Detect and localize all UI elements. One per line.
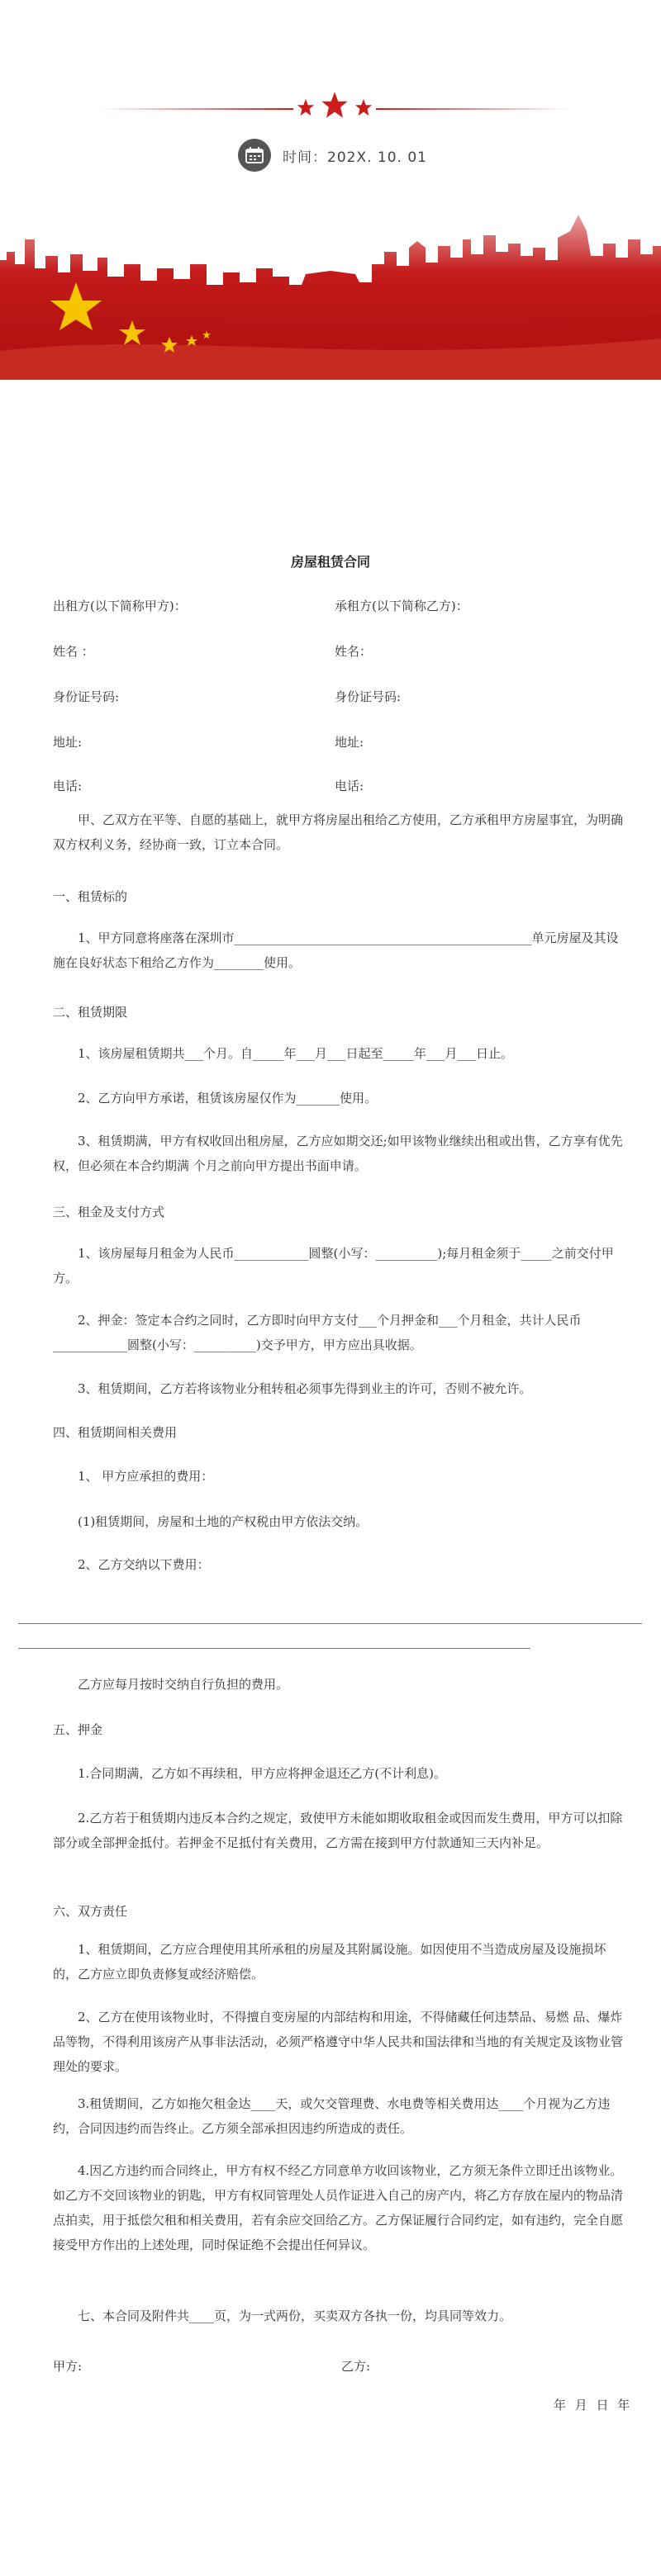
section-5-p1: 1.合同期满，乙方如不再续租，甲方应将押金退还乙方(不计利息)。 xyxy=(78,1766,447,1781)
calendar-icon xyxy=(238,139,271,172)
skyline-banner xyxy=(0,206,661,380)
section-4-title: 四、租赁期间相关费用 xyxy=(53,1425,178,1440)
date-label: 时间：202X. 10. 01 xyxy=(283,149,427,166)
section-2-p2: 2、乙方向甲方承诺，租赁该房屋仅作为_______使用。 xyxy=(78,1091,378,1106)
header-left-line xyxy=(99,108,293,110)
lessor-address-label: 地址: xyxy=(53,735,83,750)
lessor-label: 出租方(以下简称甲方)： xyxy=(53,599,187,613)
section-2-title: 二、租赁期限 xyxy=(53,1005,128,1020)
section-6-title: 六、双方责任 xyxy=(53,1904,128,1919)
section-4-p4: 乙方应每月按时交纳自行负担的费用。 xyxy=(78,1677,289,1692)
lessee-name-label: 姓名： xyxy=(335,644,373,659)
section-6-p2: 2、乙方在使用该物业时，不得擅自变房屋的内部结构和用途，不得储藏任何违禁品、易燃 品、爆炸品等物，不得利用该房产从事非法活动，必须严格遵守中华人民共和国法律和当地的有关规定及该物业管理处的要求。 xyxy=(53,2010,624,2074)
section-3-title: 三、租金及支付方式 xyxy=(53,1205,165,1219)
section-1-title: 一、租赁标的 xyxy=(53,889,128,904)
section-3-p1: 1、该房屋每月租金为人民币____________圆整(小写：__________);每月租金须于_____之前交付甲方。 xyxy=(53,1246,614,1286)
lessee-label: 承租方(以下简称乙方)： xyxy=(335,599,468,613)
sign-party-b: 乙方: xyxy=(341,2359,371,2374)
section-3-p3: 3、租赁期间，乙方若将该物业分租转租必须事先得到业主的许可，否则不被允许。 xyxy=(78,1381,532,1396)
small-star-left-icon xyxy=(297,98,315,116)
lessor-id-label: 身份证号码: xyxy=(53,689,120,704)
section-5-title: 五、押金 xyxy=(53,1722,103,1737)
date-line: 年 月 日 年 xyxy=(554,2398,633,2413)
lessee-phone-label: 电话: xyxy=(335,779,364,793)
section-1-p1: 1、甲方同意将座落在深圳市________________________________________________单元房屋及其设施在良好状态下租给乙方作为________使用。 xyxy=(53,930,619,970)
section-3-p2: 2、押金：签定本合约之同时，乙方即时向甲方支付___个月押金和___个月租金，共计人民币____________圆整(小写：__________)交予甲方，甲方应出具收据。 xyxy=(53,1313,582,1352)
section-4-p2: (1)租赁期间，房屋和土地的产权税由甲方依法交纳。 xyxy=(78,1514,369,1529)
lessor-name-label: 姓名 ： xyxy=(53,644,94,659)
section-2-p3: 3、租赁期满，甲方有权收回出租房屋，乙方应如期交还;如甲该物业继续出租或出售，乙方享有优先权，但必须在本合约期满 个月之前向甲方提出书面申请。 xyxy=(53,1134,623,1173)
section-6-p1: 1、租赁期间，乙方应合理使用其所承租的房屋及其附属设施。如因使用不当造成房屋及设施损坏的，乙方应立即负责修复或经济赔偿。 xyxy=(53,1942,606,1982)
large-star-icon xyxy=(321,91,349,119)
lessee-address-label: 地址: xyxy=(335,735,364,750)
sign-party-a: 甲方: xyxy=(53,2359,83,2374)
header-right-line xyxy=(376,108,570,110)
contract-title: 房屋租赁合同 xyxy=(290,554,370,570)
date-row xyxy=(238,139,427,172)
blank-line-1 xyxy=(18,1623,642,1624)
small-star-right-icon xyxy=(354,98,373,116)
section-6-p3: 3.租赁期间，乙方如拖欠租金达____天，或欠交管理费、水电费等相关费用达____个月视为乙方违约，合同因违约而告终止。乙方须全部承担因违约所造成的责任。 xyxy=(53,2096,611,2136)
lessor-phone-label: 电话: xyxy=(53,779,83,793)
blank-line-2 xyxy=(18,1648,530,1649)
lessee-id-label: 身份证号码: xyxy=(335,689,402,704)
section-7-p1: 七、本合同及附件共____页，为一式两份，买卖双方各执一份，均具同等效力。 xyxy=(78,2308,512,2323)
intro-paragraph: 甲、乙双方在平等、自愿的基础上，就甲方将房屋出租给乙方使用，乙方承租甲方房屋事宜，为明确双方权利义务，经协商一致，订立本合同。 xyxy=(53,812,624,852)
section-4-p3: 2、乙方交纳以下费用： xyxy=(78,1557,210,1572)
section-2-p1: 1、该房屋租赁期共___个月。自_____年___月___日起至_____年___月___日止。 xyxy=(78,1046,514,1061)
section-4-p1: 1、 甲方应承担的费用： xyxy=(78,1469,214,1484)
section-6-p4: 4.因乙方违约而合同终止，甲方有权不经乙方同意单方收回该物业，乙方须无条件立即迁出该物业。如乙方不交回该物业的钥匙，甲方有权同管理处人员作证进入自己的房产内，将乙方存放在屋内的物品清点拍卖，用于抵偿欠租和相关费用，若有余应交回给乙方。乙方保证履行合同约定，如有违约，完全自愿接受甲方作出的上述处理，同时保证绝不会提出任何异议。 xyxy=(53,2163,624,2252)
section-5-p2: 2.乙方若于租赁期内违反本合约之规定，致使甲方未能如期收取租金或因而发生费用，甲方可以扣除部分或全部押金抵付。若押金不足抵付有关费用，乙方需在接到甲方付款通知三天内补足。 xyxy=(53,1811,623,1850)
